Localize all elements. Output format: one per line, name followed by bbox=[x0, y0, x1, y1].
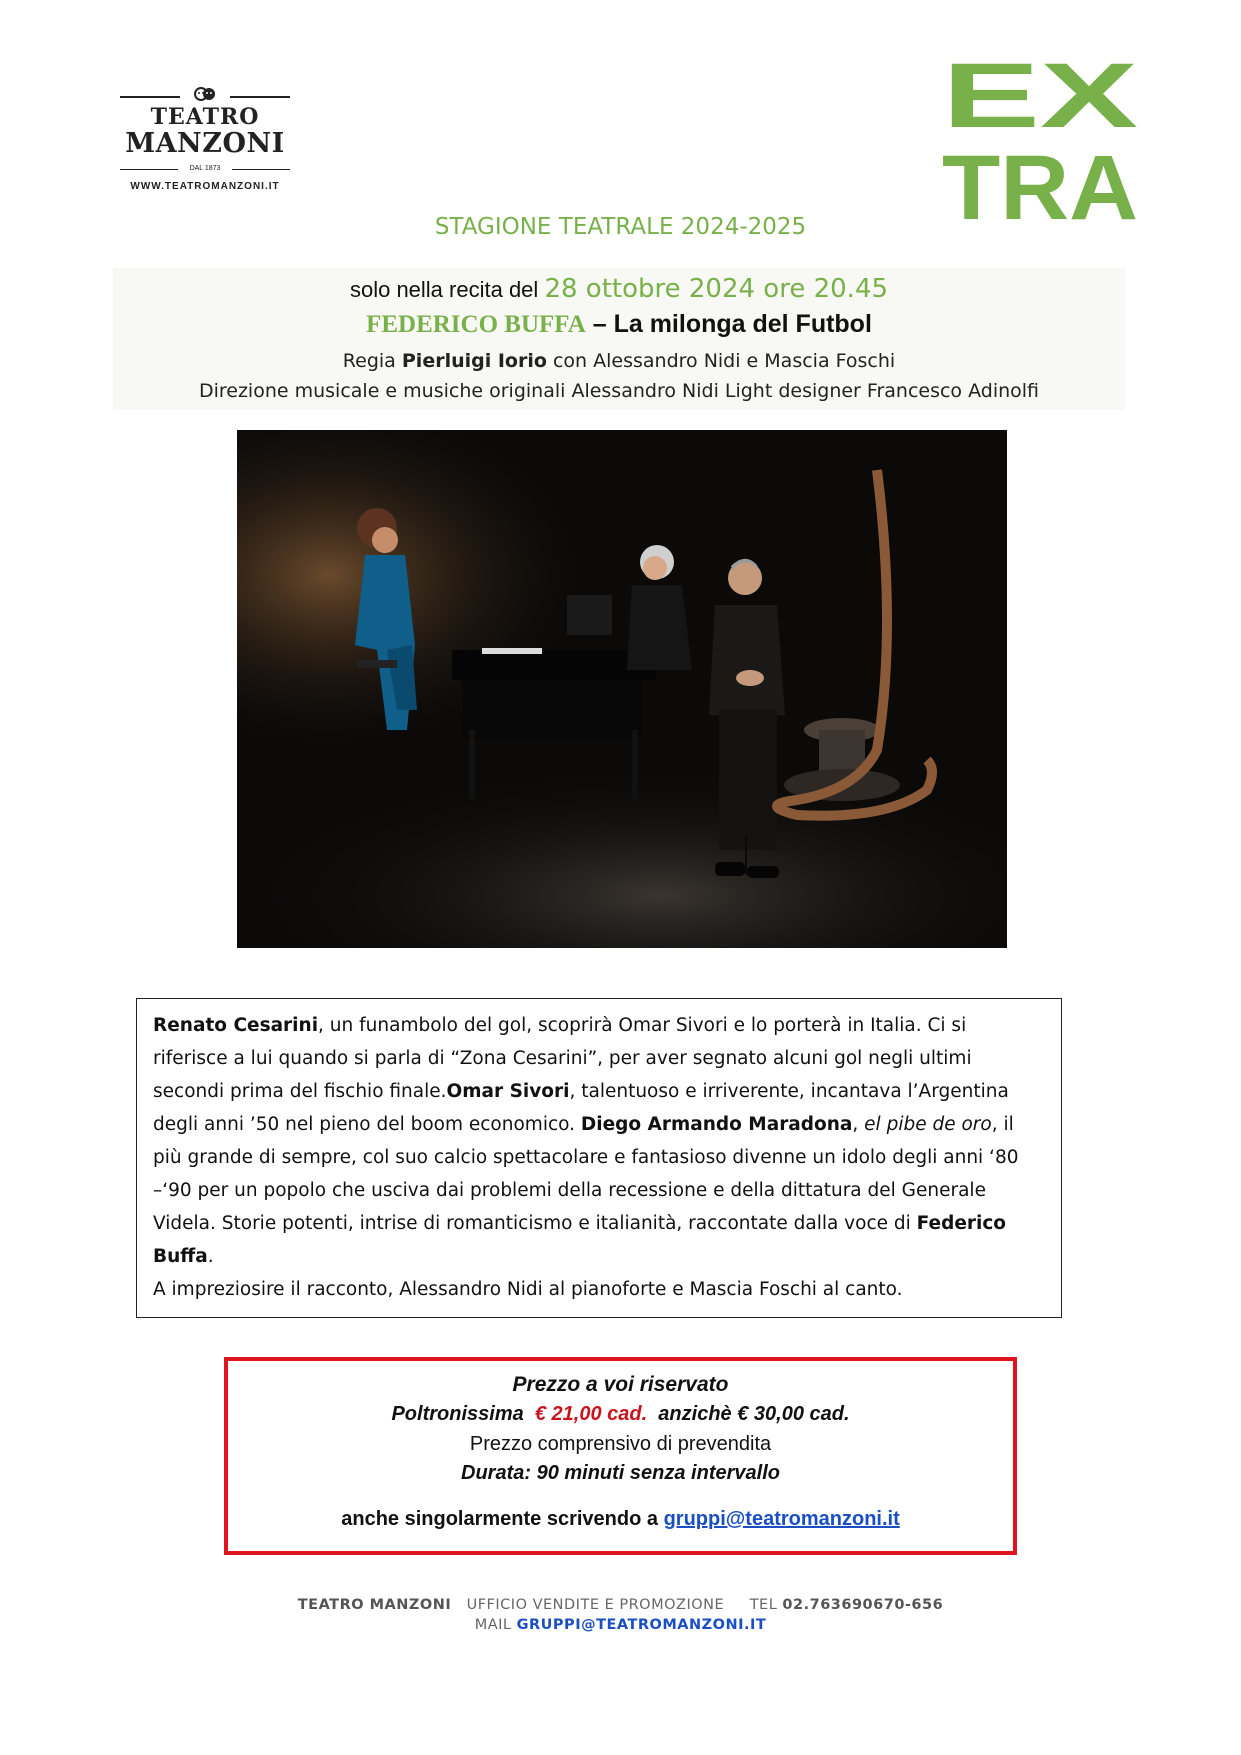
booking-email-link[interactable]: gruppi@teatromanzoni.it bbox=[663, 1508, 900, 1530]
description-box bbox=[136, 998, 1062, 1318]
performance-date-line bbox=[113, 274, 1125, 304]
reserved-price: € 21,00 cad. bbox=[534, 1403, 648, 1425]
logo-manzoni: MANZONI bbox=[125, 128, 285, 159]
season-title: STAGIONE TEATRALE 2024-2025 bbox=[434, 214, 807, 240]
logo-rule-right bbox=[230, 96, 290, 98]
direction-line bbox=[113, 350, 1125, 372]
sivori-name: Omar Sivori bbox=[446, 1081, 570, 1102]
maradona-sep: , bbox=[852, 1114, 865, 1135]
maradona-text: , il più grande di sempre, col suo calcio spettacolare e fantasioso divenne un idolo degli anni ‘80 –‘90 per un popolo che usciva dai problemi della recessione e della dittatura del Generale Videla. Storie potenti, intrise di romanticismo e italianità, raccontate dalla voce di bbox=[153, 1114, 1019, 1234]
date-prefix: solo nella recita del bbox=[349, 277, 539, 302]
logo-rule-left bbox=[120, 96, 180, 98]
footer-office: UFFICIO VENDITE E PROMOZIONE bbox=[466, 1597, 725, 1613]
maradona-nickname: el pibe de oro bbox=[864, 1114, 992, 1135]
footer-tel: 02.763690670-656 bbox=[782, 1597, 944, 1613]
description-paragraph bbox=[153, 1009, 1045, 1273]
footer-line2 bbox=[0, 1617, 1241, 1633]
extra-logo-row2: TRA bbox=[942, 137, 1138, 227]
footer-mail[interactable]: GRUPPI@TEATROMANZONI.IT bbox=[516, 1617, 767, 1633]
credits-line: Direzione musicale e musiche originali Alessandro Nidi Light designer Francesco Adinolfi bbox=[198, 380, 1040, 402]
logo-teatro: TEATRO bbox=[150, 104, 260, 130]
title-dash: – bbox=[592, 310, 607, 338]
extra-logo bbox=[940, 57, 1140, 227]
footer-line1 bbox=[0, 1597, 1241, 1613]
stage-photo bbox=[237, 430, 1007, 948]
sivori-text: , talentuoso e irriverente, incantava l’Argentina degli anni ’50 nel pieno del boom economico. bbox=[153, 1081, 1009, 1135]
director-name: Pierluigi Iorio bbox=[401, 350, 547, 372]
buffa-end: . bbox=[207, 1246, 214, 1267]
cesarini-text: , un funambolo del gol, scoprirà Omar Sivori e lo porterà in Italia. Ci si riferisce a lui quando si parla di “Zona Cesarini”, per aver segnato alcuni gol negli ultimi secondi prima del fischio finale. bbox=[153, 1015, 972, 1102]
price-line bbox=[228, 1403, 1013, 1426]
cesarini-name: Renato Cesarini bbox=[153, 1015, 319, 1036]
theatre-masks-icon bbox=[193, 86, 217, 102]
show-info-box bbox=[113, 268, 1125, 410]
regia-label: Regia bbox=[342, 350, 396, 372]
logo-rule2-right bbox=[232, 169, 290, 170]
footer-tel-label: TEL bbox=[749, 1597, 778, 1613]
maradona-name: Diego Armando Maradona bbox=[580, 1114, 853, 1135]
price-heading: Prezzo a voi riservato bbox=[512, 1373, 729, 1396]
actor-figure bbox=[709, 559, 785, 878]
duration: Durata: 90 minuti senza intervallo bbox=[461, 1462, 780, 1484]
logo-since: DAL 1873 bbox=[189, 165, 221, 172]
presale-note: Prezzo comprensivo di prevendita bbox=[469, 1433, 772, 1455]
cast: con Alessandro Nidi e Mascia Foschi bbox=[552, 350, 896, 372]
extra-logo-row1: EX bbox=[942, 57, 1138, 147]
footer-mail-label: MAIL bbox=[474, 1617, 512, 1633]
footer-org: TEATRO MANZONI bbox=[297, 1597, 452, 1613]
show-title: La milonga del Futbol bbox=[613, 310, 872, 338]
buffa-name: Federico Buffa bbox=[153, 1213, 1007, 1267]
seat-type: Poltronissima bbox=[391, 1403, 524, 1425]
regular-price: anzichè € 30,00 cad. bbox=[658, 1403, 850, 1425]
single-booking-text: anche singolarmente scrivendo a bbox=[341, 1508, 659, 1530]
artist-name: FEDERICO BUFFA bbox=[366, 311, 586, 338]
show-title-line bbox=[113, 310, 1125, 339]
price-box bbox=[224, 1357, 1017, 1555]
description-closing: A impreziosire il racconto, Alessandro Nidi al pianoforte e Mascia Foschi al canto. bbox=[153, 1279, 903, 1300]
single-booking-line bbox=[228, 1508, 1013, 1531]
teatro-manzoni-logo bbox=[120, 82, 290, 192]
logo-website: WWW.TEATROMANZONI.IT bbox=[130, 181, 280, 192]
performance-date: 28 ottobre 2024 ore 20.45 bbox=[544, 274, 889, 304]
